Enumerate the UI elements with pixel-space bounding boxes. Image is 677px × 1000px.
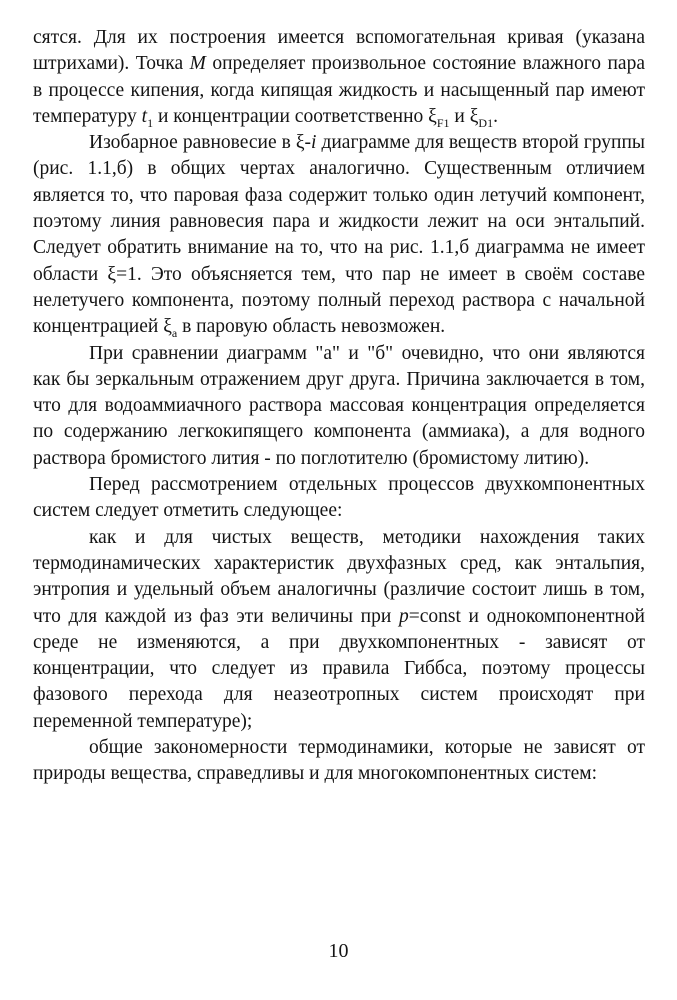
text-run: Перед рассмотрением отдельных процессов двухкомпонентных систем следует отметить следующее: bbox=[33, 474, 645, 522]
paragraph-4 bbox=[33, 472, 645, 525]
italic-symbol: M bbox=[189, 53, 206, 75]
text-run: общие закономерности термодинамики, которые не зависят от природы вещества, справедливы и для многокомпонентных систем: bbox=[33, 737, 645, 785]
text-run: =const и однокомпонентной среде не изменяются, а при двухкомпонентных - зависят от концентрации, что следует из правила Гиббса, поэтому процессы фазового перехода для неазеотропных систем происходят при переменной температуре); bbox=[33, 605, 645, 732]
paragraph-1 bbox=[33, 25, 645, 130]
text-run: сятся. Для их построения имеется вспомогательная кривая (указана штрихами). Точка bbox=[33, 27, 645, 75]
italic-symbol: p bbox=[398, 605, 409, 627]
text-run: и ξ bbox=[449, 105, 479, 127]
italic-symbol: i bbox=[311, 132, 317, 154]
paragraph-2 bbox=[33, 130, 645, 340]
subscript: D1 bbox=[478, 115, 494, 130]
subscript: a bbox=[171, 326, 178, 341]
subscript: F1 bbox=[436, 115, 450, 130]
subscript: 1 bbox=[147, 115, 154, 130]
text-run: диаграмме для веществ второй группы (рис. 1.1,б) в общих чертах аналогично. Существенным отличием является то, что паровая фаза содержит только один летучий компонент, поэтому линия равновесия пара и жидкости лежит на оси энтальпий. Следует обратить внимание на то, что на рис. 1.1,б диаграмма не имеет области ξ=1. Это объясняется тем, что пар не имеет в своём составе нелетучего компонента, поэтому полный переход раствора с начальной концентрацией ξ bbox=[33, 132, 646, 338]
paragraph-6 bbox=[33, 735, 645, 788]
text-run: определяет произвольное состояние влажного пара в процессе кипения, когда кипящая жидкость и насыщенный пар имеют температуру bbox=[33, 53, 645, 127]
text-run: в паровую область невозможен. bbox=[177, 316, 446, 338]
page-number: 10 bbox=[328, 940, 349, 962]
italic-symbol: t bbox=[141, 105, 148, 127]
paragraph-5 bbox=[33, 525, 645, 735]
text-run: . bbox=[493, 105, 498, 127]
body-text bbox=[33, 25, 645, 788]
text-run: При сравнении диаграмм "а" и "б" очевидно, что они являются как бы зеркальным отражением друг друга. Причина заключается в том, что для водоаммиачного раствора массовая концентрация определяется по содержанию легкокипящего компонента (аммиака), а для водного раствора бромистого лития - по поглотителю (бромистому литию). bbox=[33, 342, 645, 469]
paragraph-3 bbox=[33, 341, 645, 472]
text-run: и концентрации соответственно ξ bbox=[153, 105, 437, 127]
text-run: Изобарное равновесие в ξ- bbox=[89, 132, 312, 154]
text-run: как и для чистых веществ, методики нахождения таких термодинамических характеристик двухфазных сред, как энтальпия, энтропия и удельный объем аналогичны (различие состоит лишь в том, что для каждой из фаз эти величины при bbox=[33, 526, 645, 627]
